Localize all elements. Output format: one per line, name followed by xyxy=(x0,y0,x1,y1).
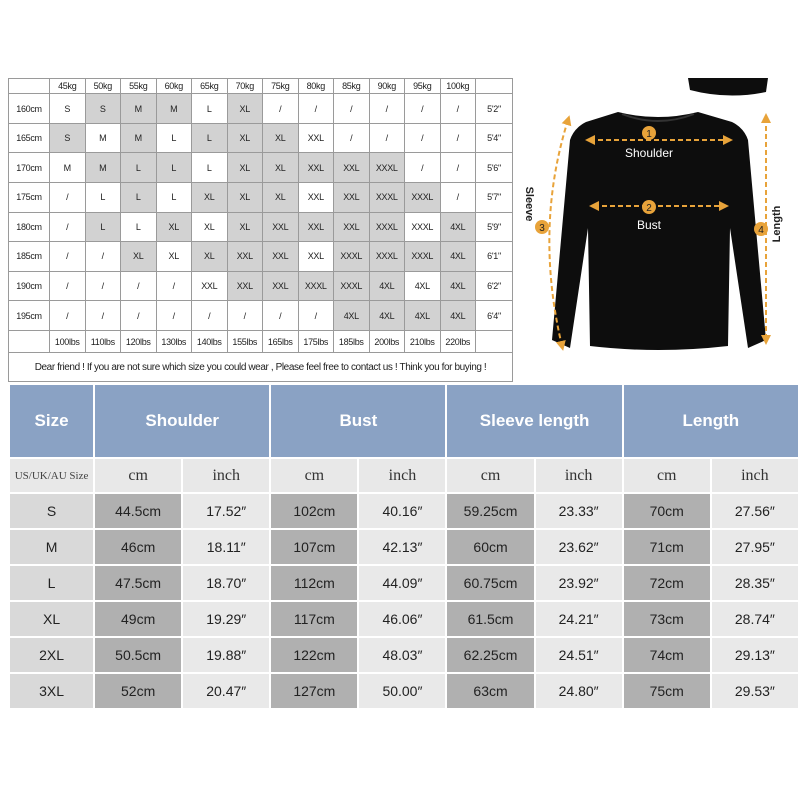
marker-4-number: 4 xyxy=(758,225,764,236)
length-inch-value: 28.35″ xyxy=(712,566,798,600)
bust-cm-value: 107cm xyxy=(271,530,357,564)
sleeve-cm-value: 59.25cm xyxy=(447,494,533,528)
size-value: L xyxy=(10,566,93,600)
sleeve-cm-value: 61.5cm xyxy=(447,602,533,636)
shoulder-cm-value: 46cm xyxy=(95,530,181,564)
size-cell: XXL xyxy=(263,212,299,242)
weight-lbs-label: 100lbs xyxy=(50,330,86,352)
shoulder-cm-value: 52cm xyxy=(95,674,181,708)
size-cell: M xyxy=(121,94,157,124)
bust-inch-value: 40.16″ xyxy=(359,494,445,528)
size-cell: S xyxy=(50,94,86,124)
sleeve-inch-value: 23.62″ xyxy=(536,530,622,564)
length-cm-value: 71cm xyxy=(624,530,710,564)
length-inch-value: 29.53″ xyxy=(712,674,798,708)
bust-inch-value: 48.03″ xyxy=(359,638,445,672)
size-cell: XL xyxy=(263,153,299,183)
shoulder-cm-value: 47.5cm xyxy=(95,566,181,600)
size-cell: 4XL xyxy=(369,301,405,331)
weight-kg-label: 95kg xyxy=(405,79,441,94)
size-cell: XXXL xyxy=(369,153,405,183)
size-cell: 4XL xyxy=(334,301,370,331)
size-cell: / xyxy=(440,153,476,183)
unit-inch: inch xyxy=(712,459,798,492)
height-inch-label: 5'6" xyxy=(476,153,513,183)
size-value: S xyxy=(10,494,93,528)
size-cell: / xyxy=(85,242,121,272)
size-cell: L xyxy=(121,212,157,242)
size-cell: M xyxy=(156,94,192,124)
shoulder-inch-value: 20.47″ xyxy=(183,674,269,708)
size-cell: XL xyxy=(263,183,299,213)
size-cell: L xyxy=(156,123,192,153)
sleeve-inch-value: 23.92″ xyxy=(536,566,622,600)
shoulder-cm-value: 50.5cm xyxy=(95,638,181,672)
size-cell: L xyxy=(192,94,228,124)
size-cell: XL xyxy=(156,212,192,242)
size-cell: XXL xyxy=(334,183,370,213)
size-cell: / xyxy=(369,94,405,124)
unit-inch: inch xyxy=(536,459,622,492)
size-cell: L xyxy=(85,212,121,242)
length-cm-value: 72cm xyxy=(624,566,710,600)
height-cm-label: 170cm xyxy=(9,153,50,183)
height-inch-label: 5'2" xyxy=(476,94,513,124)
weight-lbs-label: 200lbs xyxy=(369,330,405,352)
height-cm-label: 165cm xyxy=(9,123,50,153)
size-cell: XXXL xyxy=(334,271,370,301)
height-inch-label: 6'2" xyxy=(476,271,513,301)
grid-row xyxy=(9,94,513,124)
size-cell: XL xyxy=(227,123,263,153)
length-inch-value: 29.13″ xyxy=(712,638,798,672)
size-cell: / xyxy=(50,242,86,272)
length-cm-value: 70cm xyxy=(624,494,710,528)
weight-kg-label: 50kg xyxy=(85,79,121,94)
size-cell: / xyxy=(440,123,476,153)
size-cell: L xyxy=(192,153,228,183)
sleeve-inch-value: 24.51″ xyxy=(536,638,622,672)
size-cell: / xyxy=(192,301,228,331)
size-cell: XXXL xyxy=(405,242,441,272)
size-cell: / xyxy=(121,271,157,301)
weight-kg-label: 75kg xyxy=(263,79,299,94)
height-cm-label: 185cm xyxy=(9,242,50,272)
size-cell: XL xyxy=(227,212,263,242)
weight-lbs-label: 140lbs xyxy=(192,330,228,352)
bust-cm-value: 127cm xyxy=(271,674,357,708)
size-cell: 4XL xyxy=(405,301,441,331)
weight-lbs-label: 165lbs xyxy=(263,330,299,352)
height-inch-label: 5'4" xyxy=(476,123,513,153)
size-value: 2XL xyxy=(10,638,93,672)
size-cell: / xyxy=(298,94,334,124)
size-cell: XXXL xyxy=(405,212,441,242)
size-row xyxy=(10,638,798,672)
size-header: Size xyxy=(10,385,93,457)
size-cell: XXXL xyxy=(298,271,334,301)
shoulder-label: Shoulder xyxy=(624,146,674,160)
height-cm-label: 180cm xyxy=(9,212,50,242)
weight-kg-label: 100kg xyxy=(440,79,476,94)
unit-inch: inch xyxy=(359,459,445,492)
size-cell: XL xyxy=(227,153,263,183)
height-cm-label: 195cm xyxy=(9,301,50,331)
sleeve-inch-value: 24.21″ xyxy=(536,602,622,636)
size-cell: / xyxy=(227,301,263,331)
size-row xyxy=(10,602,798,636)
grid-row xyxy=(9,123,513,153)
weight-kg-label: 60kg xyxy=(156,79,192,94)
size-cell: XL xyxy=(227,94,263,124)
grid-row xyxy=(9,271,513,301)
size-cell: XXXL xyxy=(405,183,441,213)
weight-lbs-row xyxy=(9,330,513,352)
size-cell: / xyxy=(50,301,86,331)
size-row xyxy=(10,530,798,564)
length-label: Length xyxy=(771,205,783,243)
size-cell: XL xyxy=(227,183,263,213)
size-cell: L xyxy=(121,153,157,183)
size-cell: / xyxy=(263,94,299,124)
sweater-measurement-illustration xyxy=(518,78,800,384)
size-value: 3XL xyxy=(10,674,93,708)
sleeve-cm-value: 63cm xyxy=(447,674,533,708)
size-cell: / xyxy=(50,271,86,301)
height-inch-label: 5'7" xyxy=(476,183,513,213)
shoulder-inch-value: 19.29″ xyxy=(183,602,269,636)
unit-cm: cm xyxy=(624,459,710,492)
size-cell: L xyxy=(85,183,121,213)
shoulder-cm-value: 49cm xyxy=(95,602,181,636)
unit-cm: cm xyxy=(447,459,533,492)
size-value: M xyxy=(10,530,93,564)
unit-cm: cm xyxy=(95,459,181,492)
note-row xyxy=(9,353,513,382)
bust-label: Bust xyxy=(636,218,662,232)
size-cell: XXL xyxy=(227,271,263,301)
grid-empty-cell xyxy=(9,330,50,352)
shoulder-inch-value: 17.52″ xyxy=(183,494,269,528)
bust-cm-value: 117cm xyxy=(271,602,357,636)
shoulder-inch-value: 18.70″ xyxy=(183,566,269,600)
size-cell: S xyxy=(85,94,121,124)
size-cell: XXL xyxy=(298,242,334,272)
size-cell: 4XL xyxy=(440,212,476,242)
weight-lbs-label: 210lbs xyxy=(405,330,441,352)
size-cell: 4XL xyxy=(440,271,476,301)
weight-kg-row xyxy=(9,79,513,94)
size-cell: / xyxy=(156,301,192,331)
weight-lbs-label: 185lbs xyxy=(334,330,370,352)
height-weight-size-grid xyxy=(8,78,513,382)
grid-row xyxy=(9,301,513,331)
shoulder-header: Shoulder xyxy=(95,385,269,457)
size-row xyxy=(10,494,798,528)
size-cell: XXXL xyxy=(369,183,405,213)
size-cell: XXL xyxy=(192,271,228,301)
cropped-garment-edge xyxy=(688,78,768,96)
grid-row xyxy=(9,183,513,213)
length-inch-value: 27.95″ xyxy=(712,530,798,564)
size-cell: L xyxy=(192,123,228,153)
size-cell: XXL xyxy=(298,212,334,242)
size-cell: XXXL xyxy=(369,212,405,242)
length-inch-value: 28.74″ xyxy=(712,602,798,636)
length-cm-value: 74cm xyxy=(624,638,710,672)
grid-row xyxy=(9,153,513,183)
grid-empty-cell xyxy=(476,79,513,94)
size-row xyxy=(10,566,798,600)
weight-kg-label: 85kg xyxy=(334,79,370,94)
size-cell: 4XL xyxy=(440,242,476,272)
sleeve-cm-value: 60cm xyxy=(447,530,533,564)
size-cell: XXL xyxy=(227,242,263,272)
size-cell: L xyxy=(156,153,192,183)
size-cell: M xyxy=(85,153,121,183)
size-cell: / xyxy=(50,212,86,242)
size-cell: XXXL xyxy=(369,242,405,272)
size-cell: XXL xyxy=(298,183,334,213)
bust-inch-value: 44.09″ xyxy=(359,566,445,600)
size-cell: 4XL xyxy=(369,271,405,301)
size-cell: L xyxy=(121,183,157,213)
size-cell: M xyxy=(85,123,121,153)
sleeve-length-header: Sleeve length xyxy=(447,385,621,457)
bust-inch-value: 46.06″ xyxy=(359,602,445,636)
weight-lbs-label: 220lbs xyxy=(440,330,476,352)
shoulder-inch-value: 18.11″ xyxy=(183,530,269,564)
size-cell: L xyxy=(156,183,192,213)
marker-1-number: 1 xyxy=(646,129,652,140)
length-inch-value: 27.56″ xyxy=(712,494,798,528)
unit-inch: inch xyxy=(183,459,269,492)
size-cell: / xyxy=(440,94,476,124)
bust-cm-value: 112cm xyxy=(271,566,357,600)
weight-lbs-label: 120lbs xyxy=(121,330,157,352)
weight-kg-label: 90kg xyxy=(369,79,405,94)
size-cell: / xyxy=(334,123,370,153)
size-system-label: US/UK/AU Size xyxy=(10,459,93,492)
weight-kg-label: 70kg xyxy=(227,79,263,94)
height-inch-label: 5'9" xyxy=(476,212,513,242)
weight-kg-label: 45kg xyxy=(50,79,86,94)
weight-lbs-label: 155lbs xyxy=(227,330,263,352)
size-cell: XL xyxy=(192,242,228,272)
weight-kg-label: 55kg xyxy=(121,79,157,94)
height-inch-label: 6'1" xyxy=(476,242,513,272)
unit-cm: cm xyxy=(271,459,357,492)
size-cell: / xyxy=(85,271,121,301)
bust-inch-value: 50.00″ xyxy=(359,674,445,708)
shoulder-inch-value: 19.88″ xyxy=(183,638,269,672)
size-cell: XXXL xyxy=(334,242,370,272)
size-cell: XXL xyxy=(263,271,299,301)
bust-cm-value: 122cm xyxy=(271,638,357,672)
size-cell: / xyxy=(156,271,192,301)
size-cell: / xyxy=(405,94,441,124)
weight-kg-label: 80kg xyxy=(298,79,334,94)
height-inch-label: 6'4" xyxy=(476,301,513,331)
size-cell: XL xyxy=(192,183,228,213)
size-cell: XXL xyxy=(263,242,299,272)
length-cm-value: 75cm xyxy=(624,674,710,708)
size-cell: XXL xyxy=(298,153,334,183)
size-cell: XL xyxy=(192,212,228,242)
bust-inch-value: 42.13″ xyxy=(359,530,445,564)
size-cell: M xyxy=(50,153,86,183)
size-cell: M xyxy=(121,123,157,153)
size-cell: / xyxy=(440,183,476,213)
size-cell: / xyxy=(298,301,334,331)
size-cell: / xyxy=(334,94,370,124)
height-cm-label: 190cm xyxy=(9,271,50,301)
grid-corner xyxy=(9,79,50,94)
size-cell: XL xyxy=(156,242,192,272)
size-cell: / xyxy=(369,123,405,153)
unit-row xyxy=(10,459,798,492)
height-cm-label: 175cm xyxy=(9,183,50,213)
grid-corner xyxy=(476,330,513,352)
size-value: XL xyxy=(10,602,93,636)
header-row xyxy=(10,385,798,457)
grid-row xyxy=(9,242,513,272)
sleeve-cm-value: 62.25cm xyxy=(447,638,533,672)
size-cell: S xyxy=(50,123,86,153)
size-cell: 4XL xyxy=(440,301,476,331)
size-cell: / xyxy=(263,301,299,331)
size-measurement-table xyxy=(8,383,800,710)
sleeve-inch-value: 23.33″ xyxy=(536,494,622,528)
size-cell: / xyxy=(50,183,86,213)
weight-kg-label: 65kg xyxy=(192,79,228,94)
size-cell: XXL xyxy=(334,153,370,183)
contact-note: Dear friend ! If you are not sure which size you could wear , Please feel free to contact us ! Think you for buying ! xyxy=(9,353,513,382)
shoulder-cm-value: 44.5cm xyxy=(95,494,181,528)
size-cell: / xyxy=(85,301,121,331)
bust-cm-value: 102cm xyxy=(271,494,357,528)
bust-header: Bust xyxy=(271,385,445,457)
sleeve-cm-value: 60.75cm xyxy=(447,566,533,600)
size-cell: XL xyxy=(263,123,299,153)
size-cell: XL xyxy=(121,242,157,272)
sleeve-inch-value: 24.80″ xyxy=(536,674,622,708)
size-cell: / xyxy=(405,153,441,183)
weight-lbs-label: 130lbs xyxy=(156,330,192,352)
marker-2-number: 2 xyxy=(646,203,652,214)
marker-3-number: 3 xyxy=(539,223,545,234)
size-row xyxy=(10,674,798,708)
size-cell: / xyxy=(405,123,441,153)
sleeve-label: Sleeve xyxy=(523,186,535,222)
length-header: Length xyxy=(624,385,798,457)
grid-row xyxy=(9,212,513,242)
height-cm-label: 160cm xyxy=(9,94,50,124)
weight-lbs-label: 175lbs xyxy=(298,330,334,352)
size-cell: XXL xyxy=(334,212,370,242)
size-cell: 4XL xyxy=(405,271,441,301)
length-cm-value: 73cm xyxy=(624,602,710,636)
size-cell: / xyxy=(121,301,157,331)
weight-lbs-label: 110lbs xyxy=(85,330,121,352)
size-cell: XXL xyxy=(298,123,334,153)
